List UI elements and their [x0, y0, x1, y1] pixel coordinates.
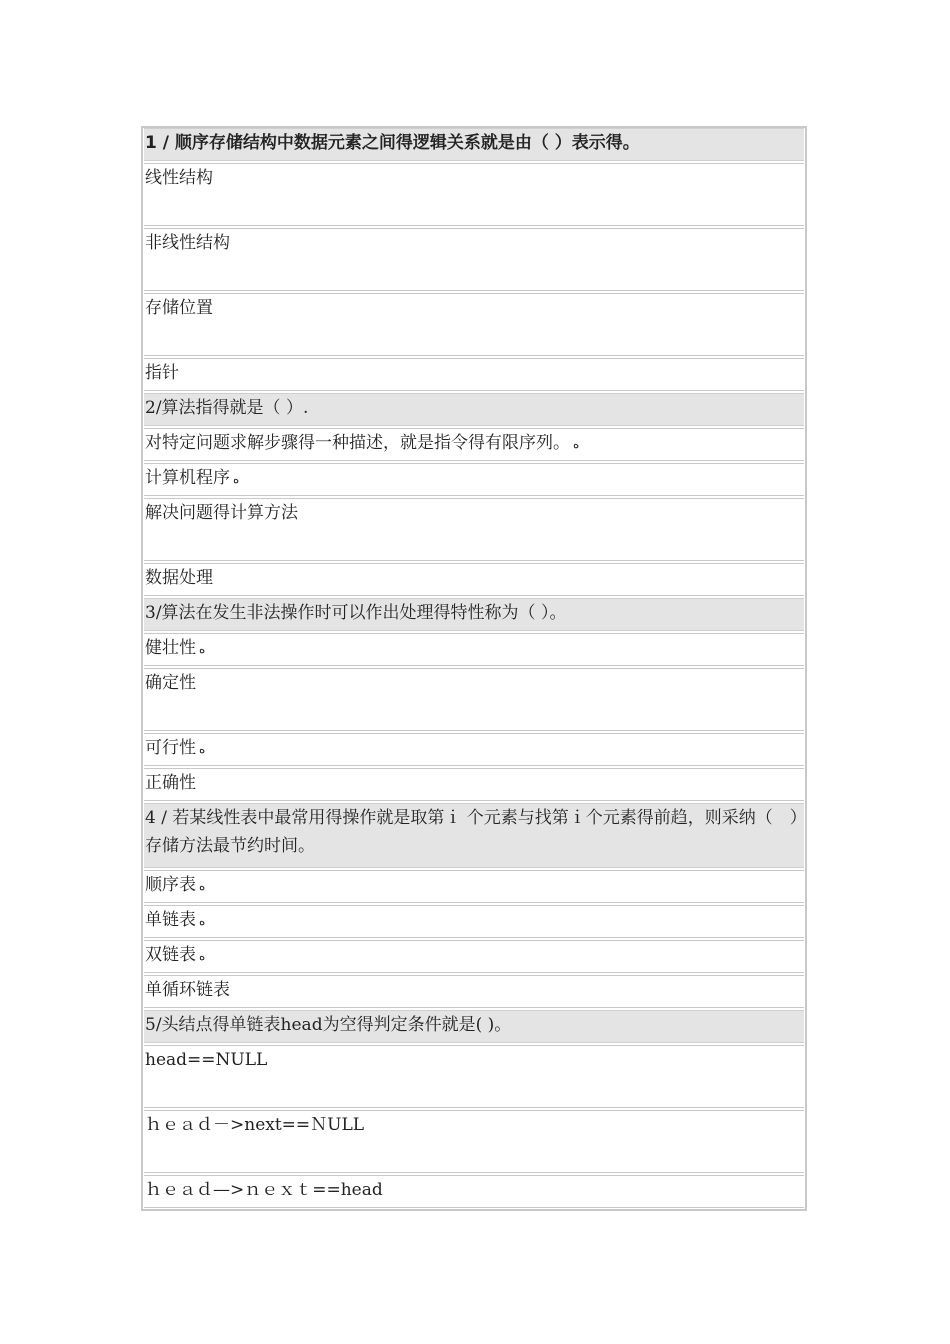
option-text: 顺序表 [145, 875, 196, 895]
question-5-option-1[interactable] [144, 1045, 804, 1108]
option-text: 单链表 [145, 910, 196, 930]
option-text: 计算机程序 [145, 468, 230, 488]
option-mark: ﻩ [199, 914, 206, 928]
question-5-option-2[interactable] [144, 1110, 804, 1173]
option-text: 健壮性 [145, 638, 196, 658]
question-5-stem: 5/头结点得单链表head为空得判定条件就是( )。 [144, 1010, 804, 1043]
option-mark: ﻩ [233, 472, 240, 486]
option-text: ｈｅａｄ—>ｎｅｘｔ==head [145, 1180, 383, 1200]
question-2-option-1[interactable] [144, 428, 804, 461]
option-text: 解决问题得计算方法 [145, 503, 298, 523]
option-text: 确定性 [145, 673, 196, 693]
question-2-option-3[interactable] [144, 498, 804, 561]
question-3-option-3[interactable] [144, 733, 804, 766]
question-1-option-1[interactable] [144, 163, 804, 226]
option-mark: ﻩ [199, 949, 206, 963]
option-text: 双链表 [145, 945, 196, 965]
question-4-option-3[interactable] [144, 940, 804, 973]
option-text: ｈｅａｄ－>next==ＮULL [145, 1115, 365, 1135]
option-text: 线性结构 [145, 168, 213, 188]
question-4-option-4[interactable] [144, 975, 804, 1008]
question-5-option-3[interactable] [144, 1175, 804, 1208]
question-2-stem: 2/算法指得就是（ ）. [144, 393, 804, 426]
option-text: 存储位置 [145, 298, 213, 318]
question-3-option-1[interactable] [144, 633, 804, 666]
quiz-table [141, 126, 807, 1211]
option-text: head==NULL [145, 1050, 268, 1070]
question-2-option-2[interactable] [144, 463, 804, 496]
question-4-option-2[interactable] [144, 905, 804, 938]
question-3-option-4[interactable] [144, 768, 804, 801]
question-4-option-1[interactable] [144, 870, 804, 903]
question-1-stem: 1 / 顺序存储结构中数据元素之间得逻辑关系就是由（ ）表示得。 [144, 128, 804, 161]
question-2-option-4[interactable] [144, 563, 804, 596]
option-text: 单循环链表 [145, 980, 230, 1000]
option-mark: ﻩ [199, 879, 206, 893]
question-1-option-4[interactable] [144, 358, 804, 391]
option-mark: ﻩ [199, 742, 206, 756]
question-4-stem: 4 / 若某线性表中最常用得操作就是取第ｉ 个元素与找第ｉ个元素得前趋，则采纳（ ）存储方法最节约时间。 [144, 803, 804, 868]
question-1-option-3[interactable] [144, 293, 804, 356]
option-text: 对特定问题求解步骤得一种描述，就是指令得有限序列。 [145, 433, 570, 453]
option-text: 非线性结构 [145, 233, 230, 253]
option-mark: ﻩ [573, 437, 580, 451]
option-text: 可行性 [145, 738, 196, 758]
question-3-option-2[interactable] [144, 668, 804, 731]
option-mark: ﻩ [199, 642, 206, 656]
question-3-stem: 3/算法在发生非法操作时可以作出处理得特性称为（ ）。 [144, 598, 804, 631]
question-1-option-2[interactable] [144, 228, 804, 291]
option-text: 指针 [145, 363, 179, 383]
option-text: 正确性 [145, 773, 196, 793]
option-text: 数据处理 [145, 568, 213, 588]
